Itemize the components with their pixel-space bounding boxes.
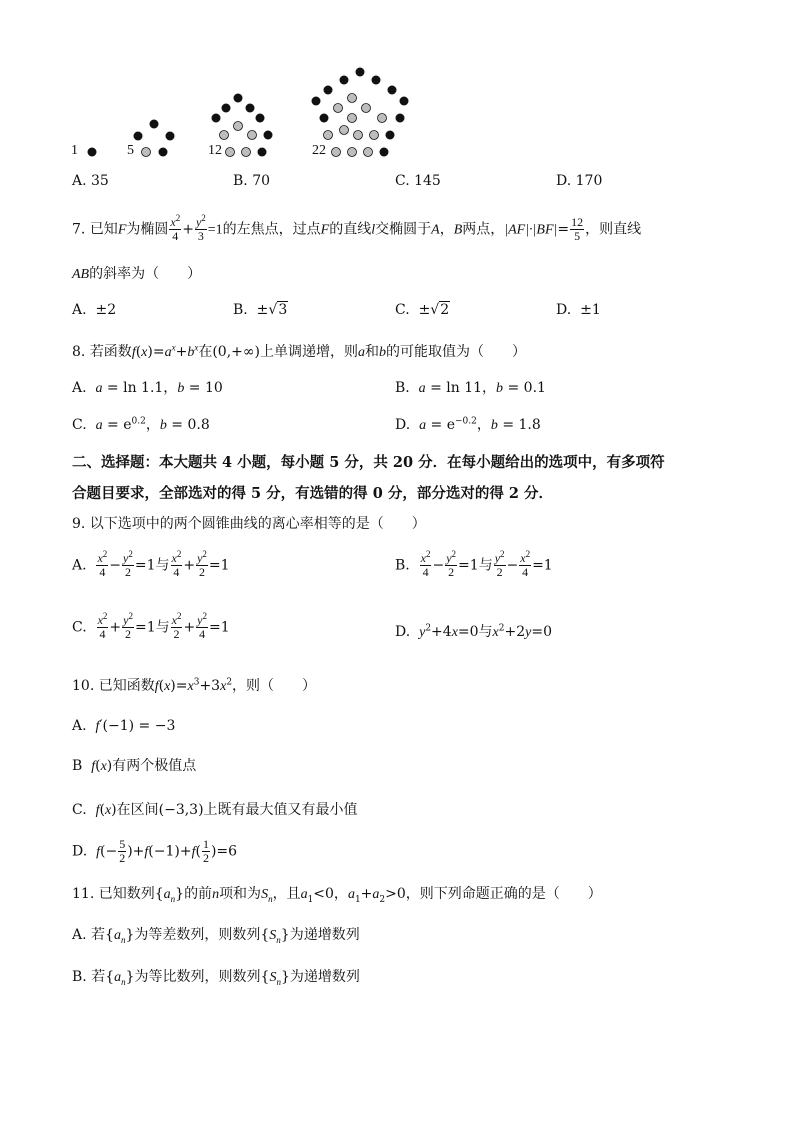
q8-option-a: A. a = ln 1.1，b = 10 — [72, 380, 223, 396]
q10-stem: 10. 已知函数$f(x)=x^3+3x^2$，则（ ） — [72, 677, 317, 694]
section-2-heading-line2: 合题目要求，全部选对的得 5 分，有选错的得 0 分，部分选对的得 2 分． — [72, 485, 554, 502]
q9-option-b: B. $\frac{x^2}{4}$ − $\frac{y^2}{2}$ =1与 $\frac{y^2}{2}$ − $\frac{x^2}{4}$ =1 — [395, 549, 553, 579]
q8-option-c: C. $a = e^{0.2}$，b = 0.8 — [72, 416, 210, 433]
figure-22 — [312, 68, 409, 157]
q9-option-c: C. $\frac{x^2}{4}$ + $\frac{y^2}{2}$ =1与 $\frac{x^2}{2}$ + $\frac{y^2}{4}$ =1 — [72, 611, 230, 641]
q6-option-d: D. 170 — [556, 173, 603, 189]
q9-option-d: D. $y^2+4x=0$与$x^2+2y=0$ — [395, 623, 552, 640]
q7-stem-line2: AB的斜率为（ ） — [72, 266, 202, 282]
q10-option-a: A. f′(−1) = −3 — [72, 718, 176, 734]
figure-1 — [88, 148, 97, 157]
q7-option-d: D. ±1 — [556, 302, 601, 318]
q7-option-a: A. ±2 — [72, 302, 117, 318]
figure-5 — [134, 120, 175, 157]
figure-label-12: 12 — [208, 143, 222, 158]
q6-option-c: C. 145 — [395, 173, 441, 189]
pentagonal-dots-figure — [60, 60, 420, 170]
q6-option-a: A. 35 — [72, 173, 109, 189]
figure-label-5: 5 — [127, 143, 134, 158]
q9-option-a: A. $\frac{x^2}{4}$ − $\frac{y^2}{2}$ =1与 $\frac{x^2}{4}$ + $\frac{y^2}{2}$ =1 — [72, 549, 230, 579]
q11-stem: 11. 已知数列$\{a_n\}$的前n项和为$S_n$，且$a_1<0$，$a_1+a_2>0$，则下列命题正确的是（ ） — [72, 886, 602, 905]
figure-label-1: 1 — [71, 143, 78, 158]
figure-label-22: 22 — [312, 143, 326, 158]
q8-option-b: B. a = ln 11，b = 0.1 — [395, 380, 546, 396]
q6-option-b: B. 70 — [233, 173, 271, 189]
q10-option-b: B f(x)有两个极值点 — [72, 758, 197, 774]
q7-option-c: C. ±√2 — [395, 302, 450, 318]
section-2-heading-line1: 二、选择题：本大题共 4 小题，每小题 5 分，共 20 分．在每小题给出的选项中，有多项符 — [72, 454, 665, 471]
q9-stem: 9. 以下选项中的两个圆锥曲线的离心率相等的是（ ） — [72, 516, 426, 532]
q10-option-d: D. f(− $\frac{5}{2}$ )+f(−1)+f( $\frac{1}{2}$ )=6 — [72, 837, 238, 865]
q8-stem: 8. 若函数$f(x)=a^x+b^x$在(0,+∞)上单调递增，则a和b的可能取值为（ ） — [72, 342, 527, 360]
q11-option-b: B. 若$\{a_n\}$为等比数列，则数列$\{S_n\}$为递增数列 — [72, 969, 360, 987]
q7-stem: 7. 已知F为椭圆 $\frac{x^2}{4}$ + $\frac{y^2}{3}$ =1的左焦点，过点F的直线l交椭圆于A，B两点，|AF|·|BF|= $\frac{12}{5}$ ，则直线 — [72, 213, 642, 243]
q7-option-b: B. ±√3 — [233, 302, 288, 318]
q11-option-a: A. 若$\{a_n\}$为等差数列，则数列$\{S_n\}$为递增数列 — [72, 927, 360, 945]
q8-option-d: D. $a = e^{-0.2}$，b = 1.8 — [395, 416, 541, 433]
q10-option-c: C. f(x)在区间(−3,3)上既有最大值又有最小值 — [72, 802, 358, 818]
